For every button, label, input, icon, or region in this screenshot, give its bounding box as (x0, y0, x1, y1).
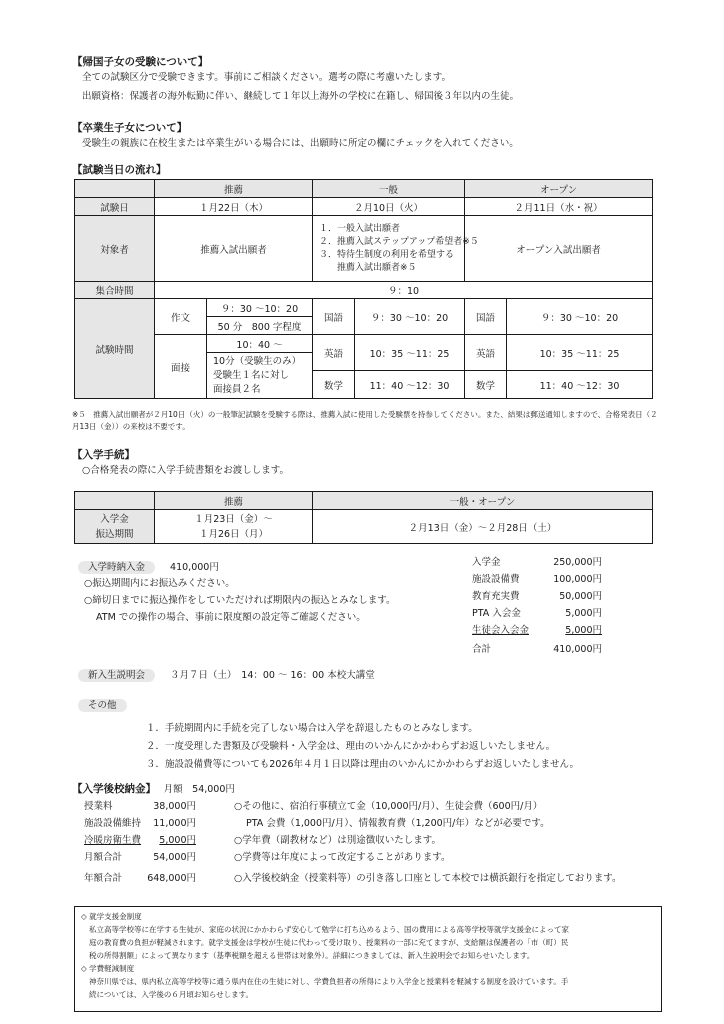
other-row (78, 699, 127, 713)
tuition-row (84, 798, 196, 815)
fee-value: 50,000円 (559, 591, 602, 602)
support-para-1 (89, 923, 569, 962)
payment-label: 入学時納入金 (78, 561, 155, 574)
returnee-line-2: 出願資格：保護者の海外転勤に伴い、継続して１年以上海外の学校に在籍し、帰国後３年以内の生徒。 (82, 91, 520, 102)
other-label: その他 (78, 699, 127, 712)
target-ippan-1: １．一般入試出願者 (319, 223, 401, 234)
tuition-note-3: ○学年費（副教材など）は別途徴収いたします。 (234, 835, 442, 846)
tuition-value: 648,000円 (147, 873, 196, 884)
returnee-heading: 【帰国子女の受験について】 (72, 56, 209, 68)
header-open: オープン (465, 180, 653, 198)
mensetsu-label: 面接 (155, 335, 207, 399)
tuition-note-4: ○学費等は年度によって改定することがあります。 (234, 852, 451, 863)
header-suisen: 推薦 (155, 180, 313, 198)
support-para-2 (89, 975, 568, 1001)
adm-row-label-1: 入学金 (100, 513, 129, 525)
adm-period-other: ２月13日（金）〜２月28日（土） (313, 510, 653, 544)
tuition-name: 授業料 (84, 801, 113, 812)
admission-period-table (74, 491, 653, 544)
tuition-row (84, 849, 196, 866)
adm-period-suisen (155, 510, 313, 544)
subject-ippan-2: 英語 (313, 335, 355, 371)
time-ippan-2: 10：35 〜11：25 (355, 335, 465, 371)
tuition-row (84, 832, 196, 849)
briefing-text: ３月７日（土） 14：00 〜 16：00 本校大講堂 (170, 670, 375, 681)
sakubun-label: 作文 (155, 299, 207, 335)
fee-row (472, 573, 602, 587)
support-para-2-line: 神奈川県では、県内私立高等学校等に通う県内在住の生徒に対し、学費負担者の所得により入学金と授業料を軽減する制度を設けています。手 (89, 977, 569, 986)
briefing-label: 新入生説明会 (78, 669, 155, 682)
tuition-name: 冷暖房衛生費 (84, 835, 142, 846)
adm-header-other: 一般・オープン (313, 492, 653, 510)
payment-note-1: ○振込期間内にお振込みください。 (84, 578, 235, 589)
payment-amount: 410,000円 (170, 562, 219, 573)
target-ippan-2: ２．推薦入試ステップアップ希望者※５ (319, 236, 479, 247)
time-open-1: ９：30 〜10：20 (507, 299, 653, 335)
fee-value: 5,000円 (565, 625, 602, 636)
date-suisen: １月22日（木） (155, 198, 313, 216)
adm-period-suisen-1: １月23日（金）〜 (194, 513, 273, 525)
tuition-heading: 【入学後校納金】 (72, 783, 156, 795)
subject-ippan-3: 数学 (313, 371, 355, 399)
header-blank (75, 180, 155, 198)
support-para-1-line: 庭の教育費の負担が軽減されます。就学支援金は学校が生徒に代わって受け取り、授業料の一部に充てますが、支給額は保護者の「市（町）民 (89, 938, 569, 947)
sakubun-time: ９：30 〜10：20 (207, 299, 313, 317)
fee-row (472, 607, 602, 621)
adm-header-blank (75, 492, 155, 510)
support-para-2-line: 続については、入学後の６月頃お知らせします。 (89, 990, 254, 999)
alumni-line: 受験生の親族に在校生または卒業生がいる場合には、出願時に所定の欄にチェックを入れてください。 (82, 138, 519, 149)
subject-ippan-1: 国語 (313, 299, 355, 335)
footnote-5: ※５ 推薦入試出願者が２月10日（火）の一般筆記試験を受験する際は、推薦入試に使用した受験票を持参してください。また、結果は郵送通知しますので、合格発表日（２月13日（金））の来校は不要です。 (72, 410, 658, 431)
tuition-value: 54,000円 (153, 852, 196, 863)
time-open-2: 10：35 〜11：25 (507, 335, 653, 371)
mensetsu-desc-2: 受験生１名に対し (213, 369, 290, 381)
other-item-1: １．手続期間内に手続を完了しない場合は入学を辞退したものとみなします。 (146, 723, 478, 734)
target-ippan-3: ３．特待生制度の利用を希望する (319, 249, 455, 260)
exam-schedule-table (74, 179, 653, 399)
fee-row (472, 556, 602, 570)
support-para-1-line: 私立高等学校等に在学する生徒が、家庭の状況にかかわらず安心して勉学に打ち込めるよう、国の費用による高等学校等就学支援金によって家 (89, 925, 569, 934)
row-label-target: 対象者 (75, 216, 155, 282)
fee-total-label: 合計 (472, 644, 492, 655)
tuition-monthly: 月額 54,000円 (163, 784, 235, 795)
payment-row (78, 561, 219, 575)
target-ippan-4: 推薦入試出願者※５ (337, 262, 417, 273)
adm-row-label-2: 振込期間 (95, 528, 134, 540)
adm-period-suisen-2: １月26日（月） (198, 528, 269, 540)
payment-note-2: ○締切日までに振込操作をしていただければ期限内の振込とみなします。 (84, 595, 396, 606)
fee-value: 250,000円 (553, 557, 602, 568)
tuition-note-2: PTA 会費（1,000円/月）、情報教育費（1,200円/年）などが必要です。 (246, 818, 550, 829)
fee-name: 教育充実費 (472, 591, 520, 602)
adm-header-suisen: 推薦 (155, 492, 313, 510)
fee-name: 入学金 (472, 557, 501, 568)
target-open: オープン入試出願者 (465, 216, 653, 282)
returnee-line-1: 全ての試験区分で受験できます。事前にご相談ください。選考の際に考慮いたします。 (82, 72, 451, 83)
row-label-date: 試験日 (75, 198, 155, 216)
date-ippan: ２月10日（火） (313, 198, 465, 216)
subject-open-1: 国語 (465, 299, 507, 335)
fee-name: PTA 入会金 (472, 608, 521, 619)
row-label-times: 試験時間 (75, 299, 155, 399)
row-label-gather: 集合時間 (75, 282, 155, 299)
tuition-value: 11,000円 (153, 818, 196, 829)
admission-line: ○合格発表の際に入学手続書類をお渡しします。 (82, 465, 290, 476)
tuition-notes (234, 798, 622, 887)
tuition-name: 月額合計 (84, 852, 123, 863)
payment-note-3: ATM での操作の場合、事前に限度額の設定等ご確認ください。 (96, 612, 366, 623)
alumni-heading: 【卒業生子女について】 (72, 122, 188, 134)
tuition-heading-row (72, 781, 235, 796)
time-open-3: 11：40 〜12：30 (507, 371, 653, 399)
tuition-table (84, 798, 196, 887)
briefing-row (78, 669, 375, 683)
support-box (74, 906, 662, 1012)
fee-row (472, 624, 602, 638)
support-para-1-line: 税の所得割額」によって異なります（基準税額を超える世帯は対象外）。詳細につきましては、新入生説明会でお知らせいたします。 (89, 951, 535, 960)
fee-value: 100,000円 (553, 574, 602, 585)
tuition-name: 施設設備維持 (84, 818, 142, 829)
fee-value: 5,000円 (565, 608, 602, 619)
adm-row-label (75, 510, 155, 544)
fee-name: 施設設備費 (472, 574, 520, 585)
target-ippan (313, 216, 479, 282)
time-ippan-3: 11：40 〜12：30 (355, 371, 465, 399)
sakubun-desc: 50 分 800 字程度 (207, 317, 313, 335)
fee-name: 生徒会入会金 (472, 625, 530, 636)
tuition-value: 5,000円 (159, 835, 196, 846)
support-heading-1: ◇ 就学支援金制度 (81, 912, 142, 921)
fee-row (472, 590, 602, 604)
tuition-name: 年額合計 (84, 873, 123, 884)
gather-time: ９：10 (155, 282, 653, 299)
time-ippan-1: ９：30 〜10：20 (355, 299, 465, 335)
fee-total-row (472, 643, 602, 657)
tuition-row (84, 815, 196, 832)
mensetsu-time: 10：40 〜 (207, 335, 313, 353)
admission-heading: 【入学手続】 (72, 449, 135, 461)
subject-open-2: 英語 (465, 335, 507, 371)
tuition-note-1: ○その他に、宿泊行事積立て金（10,000円/月）、生徒会費（600円/月） (234, 801, 543, 812)
header-ippan: 一般 (313, 180, 465, 198)
other-item-3: ３．施設設備費等についても2026年４月１日以降は理由のいかんにかかわらずお返しいたしません。 (146, 759, 580, 770)
subject-open-3: 数学 (465, 371, 507, 399)
date-open: ２月11日（水・祝） (465, 198, 653, 216)
tuition-note-5: ○入学後校納金（授業料等）の引き落し口座として本校では横浜銀行を指定しております。 (234, 873, 622, 884)
tuition-value: 38,000円 (153, 801, 196, 812)
exam-day-heading: 【試験当日の流れ】 (72, 164, 167, 176)
support-heading-2: ◇ 学費軽減制度 (81, 964, 135, 973)
mensetsu-desc (207, 353, 313, 399)
tuition-row (84, 870, 196, 887)
mensetsu-desc-1: 10分（受験生のみ） (213, 355, 302, 367)
fee-total-value: 410,000円 (553, 644, 602, 655)
other-item-2: ２．一度受理した書類及び受験料・入学金は、理由のいかんにかかわらずお返しいたしません。 (146, 741, 556, 752)
fee-breakdown (472, 556, 602, 657)
mensetsu-desc-3: 面接員２名 (213, 383, 261, 395)
target-suisen: 推薦入試出願者 (155, 216, 313, 282)
